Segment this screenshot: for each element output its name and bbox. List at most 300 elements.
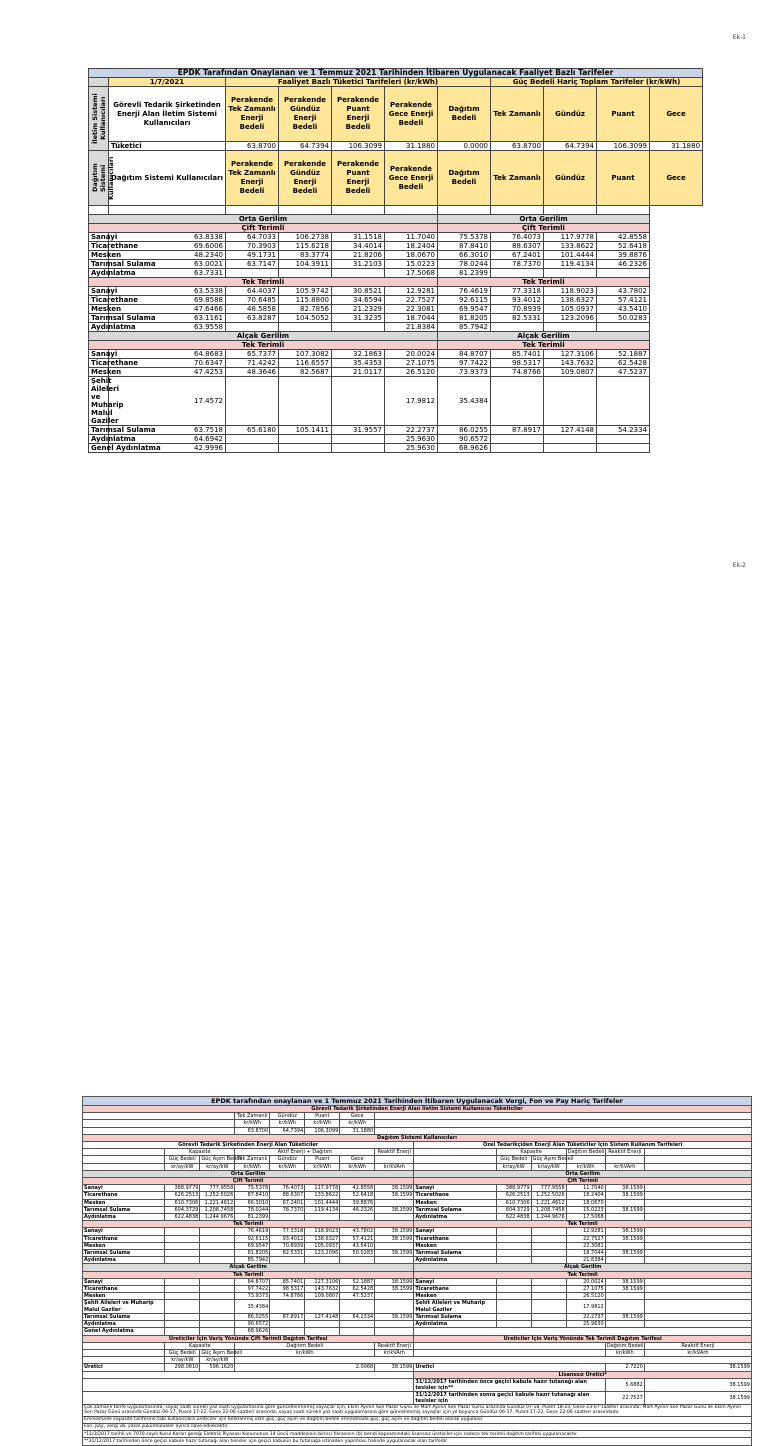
cell: 123.2096 [305, 1250, 340, 1257]
table-row [83, 1156, 752, 1163]
table-row [83, 1149, 752, 1156]
row-label: Tarımsal Sulama [414, 1206, 496, 1213]
cell [605, 1257, 644, 1264]
cell: 109.0807 [305, 1293, 340, 1300]
cell: 32.1863 [332, 350, 385, 359]
col-header: Dağıtım Bedeli [235, 1342, 375, 1349]
cell [200, 1321, 235, 1328]
note-row [83, 1416, 752, 1423]
cell: 31.3235 [332, 314, 385, 323]
page-label: Ek-2 [732, 562, 746, 569]
cell: 87.8917 [270, 1313, 305, 1320]
cell [200, 1286, 235, 1293]
cell: 127.4148 [544, 426, 597, 435]
table-row [89, 359, 703, 368]
cell: 71.4242 [226, 359, 279, 368]
cell [531, 1235, 566, 1242]
cell [200, 1300, 235, 1313]
cell: 38.1599 [375, 1192, 414, 1199]
cell: 62.5428 [340, 1286, 375, 1293]
cell [605, 1300, 644, 1313]
cell: 298.0810 [165, 1364, 200, 1371]
cell [496, 1257, 531, 1264]
cell: 17.9812 [566, 1300, 605, 1313]
cell: 34.4014 [332, 242, 385, 251]
row-label: Mesken [414, 1242, 496, 1249]
cell: 127.4148 [305, 1313, 340, 1320]
cell: 74.8766 [491, 368, 544, 377]
cell [305, 1300, 340, 1313]
iletim-header: Görevli Tedarik Şirketinden Enerji Alan İletim Sistemi Kullanıcıları [109, 87, 226, 142]
row-label: Mesken [83, 1242, 165, 1249]
col-header: Gündüz [270, 1113, 305, 1120]
cell: 119.4134 [544, 260, 597, 269]
col-header: Tek Zamanlı [491, 151, 544, 206]
footnote: Çok zamanlı tarife uygulamasında; sayaç saati sürekli yaz saati uygulamasına göre güncellenmemiş sayaçlar için, Ekim Ayının Son Pazar Günü ile Mart Ayının Son Pazar Günü arasında Gündüz 07-18, Puant 18-23, Gece 23-07 saatleri arasında; Mart Ayının Son Pazar Günü ile Ekim Ayının Son Pazar Günü arasında Gündüz 06-17, Puant 17-22, Gece 22-06 saatleri arasında; sayaç saati sürekli yaz saati uygulamasına göre güncellenmiş sayaçlar için yıl boyunca Gündüz 06-17, Puant 17-22, Gece 22-06 saatleri arasındadır. [83, 1404, 752, 1416]
section-label: Tek Terimli [83, 1221, 414, 1228]
table-row [83, 1257, 752, 1264]
cell: 64.7394 [544, 142, 597, 151]
cell: 65.7377 [226, 350, 279, 359]
unit: kr/kVArh [375, 1163, 414, 1170]
cell: 18.2404 [385, 242, 438, 251]
cell: 20.0024 [385, 350, 438, 359]
cell: 22.3081 [566, 1242, 605, 1249]
group-header-activity: Faaliyet Bazlı Tüketici Tarifeleri (kr/kWh) [226, 78, 491, 87]
col-header: Tek Zamanlı [235, 1113, 270, 1120]
table-row [89, 251, 703, 260]
cell: 21.8206 [332, 251, 385, 260]
cell: 77.3318 [270, 1228, 305, 1235]
cell: 82.5687 [279, 368, 332, 377]
cell: 101.4444 [305, 1199, 340, 1206]
cell: 27.1075 [385, 359, 438, 368]
cell: 81.8205 [235, 1250, 270, 1257]
row-label: Ticarethane [83, 1192, 165, 1199]
cell [279, 444, 332, 453]
cell: 22.2737 [566, 1313, 605, 1320]
unit: kr/kWh [340, 1163, 375, 1170]
row-label: Aydınlatma [414, 1321, 496, 1328]
cell: 127.3106 [544, 350, 597, 359]
cell [340, 1257, 375, 1264]
spacer [644, 1214, 751, 1221]
cell: 18.0670 [385, 251, 438, 260]
cell: 78.7370 [491, 260, 544, 269]
cell: 78.0244 [438, 260, 491, 269]
cell: 38.1599 [644, 1364, 751, 1371]
cell: 604.3729 [165, 1206, 200, 1213]
spacer [279, 206, 332, 215]
spacer [83, 1391, 414, 1404]
row-label: Sanayi [89, 350, 109, 359]
section-label: Alçak Gerilim [414, 1264, 752, 1271]
cell [375, 1293, 414, 1300]
cell: 70.6485 [226, 296, 279, 305]
cell: 63.8700 [226, 142, 279, 151]
row-label: Şehit Aileleri ve Muharip Malul Gaziler [83, 1300, 165, 1313]
cell: 15.0223 [566, 1206, 605, 1213]
cell: 63.1161 [109, 314, 226, 323]
table-row [89, 242, 703, 251]
cell: 90.6572 [235, 1321, 270, 1328]
date-cell: 1/7/2021 [109, 78, 226, 87]
table-row [83, 1113, 752, 1120]
unit: kr/ay/kW [165, 1357, 200, 1364]
table-row [83, 1391, 752, 1404]
row-label: Aydınlatma [83, 1257, 165, 1264]
cell: 76.4073 [491, 233, 544, 242]
table-row [83, 1328, 752, 1335]
cell: 70.8939 [270, 1242, 305, 1249]
section-label: Çift Terimli [83, 1178, 414, 1185]
cell: 143.7632 [305, 1286, 340, 1293]
cell: 70.6347 [109, 359, 226, 368]
cell [597, 269, 650, 278]
section-row [83, 1178, 752, 1185]
cell [305, 1214, 340, 1221]
cell: 86.0255 [438, 426, 491, 435]
unit: kr/kWh [270, 1120, 305, 1127]
cell: 63.8338 [109, 233, 226, 242]
page-label: Ek-1 [732, 34, 746, 41]
col-header: Güç Aşım Bedeli [201, 1156, 243, 1163]
table-row [83, 1199, 752, 1206]
section-row [89, 224, 703, 233]
cell: 38.1599 [605, 1286, 644, 1293]
cell [200, 1242, 235, 1249]
cell: 81.8205 [438, 314, 491, 323]
col-header: Güç Aşım Bedeli [201, 1349, 243, 1356]
cell: 106.2738 [279, 233, 332, 242]
spacer-row [89, 206, 703, 215]
cell: 21.2329 [332, 305, 385, 314]
row-label: Üretici [414, 1364, 605, 1371]
cell [605, 1199, 644, 1206]
table-row [89, 287, 703, 296]
cell: 143.7632 [544, 359, 597, 368]
cell: 626.2513 [496, 1192, 531, 1199]
table-row [89, 377, 703, 426]
cell: 21.8384 [385, 323, 438, 332]
row-label: Şehit Aileleri ve Muharip Malul Gaziler [89, 377, 109, 426]
table-row [89, 314, 703, 323]
cell [597, 435, 650, 444]
cell [226, 323, 279, 332]
cell: 1,244.9676 [200, 1214, 235, 1221]
section-label: Tek Terimli [438, 278, 650, 287]
cell: 70.8939 [491, 305, 544, 314]
spacer [109, 206, 226, 215]
cell: 75.5378 [235, 1185, 270, 1192]
cell [279, 269, 332, 278]
row-label: Tarımsal Sulama [414, 1313, 496, 1320]
cell: 622.4838 [165, 1214, 200, 1221]
table-row [83, 1278, 752, 1285]
unit: kr/ay/kW [531, 1163, 566, 1170]
cell: 31.1880 [650, 142, 703, 151]
section-label: Tek Terimli [414, 1271, 752, 1278]
cell [200, 1235, 235, 1242]
section-label: Üreticiler İçin Veriş Yönünde Çift Terimli Dağıtım Tarifesi [83, 1335, 414, 1342]
row-label: Tüketici [109, 142, 226, 151]
table-row [89, 323, 703, 332]
cell [332, 435, 385, 444]
spacer [644, 1235, 751, 1242]
table-row [83, 1163, 752, 1170]
section-row [83, 1106, 752, 1113]
cell: 62.5428 [597, 359, 650, 368]
table-row [89, 269, 703, 278]
footnote: Emreamade kapasite tarifesine tabi kullanıcılara üreticiler için belirlenmiş olan güç, güç aşım ve dağıtım bedeli emreamade güç, güç aşım ve dağıtım bedeli olarak uygulanır. [83, 1416, 752, 1423]
cell: 42.8558 [340, 1185, 375, 1192]
cell: 27.1075 [566, 1286, 605, 1293]
cell: 138.6327 [305, 1235, 340, 1242]
cell [270, 1328, 305, 1335]
cell: 38.1599 [375, 1228, 414, 1235]
cell [531, 1286, 566, 1293]
row-label: Tarımsal Sulama [414, 1250, 496, 1257]
col-header: Gündüz [544, 87, 597, 142]
cell: 38.1599 [375, 1235, 414, 1242]
cell [544, 269, 597, 278]
cell: 88.6307 [491, 242, 544, 251]
row-label: Tarımsal Sulama [89, 260, 109, 269]
spacer [644, 1192, 751, 1199]
row-label: Tarımsal Sulama [89, 314, 109, 323]
spacer [644, 1321, 751, 1328]
row-label: Sanayi [83, 1278, 165, 1285]
cell: 81.2399 [235, 1214, 270, 1221]
spacer [644, 1149, 751, 1156]
spacer [385, 206, 438, 215]
cell [605, 1293, 644, 1300]
cell: 66.3010 [438, 251, 491, 260]
unit: kr/kWh [235, 1163, 270, 1170]
cell [340, 1328, 375, 1335]
cell: 0.0000 [438, 142, 491, 151]
col-header: Reaktif Enerji [605, 1149, 644, 1156]
cell: 622.4838 [496, 1214, 531, 1221]
vertical-label-iletim: İletim Sistemi Kullanıcıları [89, 87, 109, 151]
table-row [83, 1235, 752, 1242]
cell: 85.7942 [438, 323, 491, 332]
cell: 78.7370 [270, 1206, 305, 1213]
cell: 69.8588 [109, 296, 226, 305]
spacer [644, 1242, 751, 1249]
spacer [83, 1378, 414, 1391]
cell: 31.2103 [332, 260, 385, 269]
row-label: Tarımsal Sulama [83, 1206, 165, 1213]
cell: 76.4073 [270, 1185, 305, 1192]
cell: 64.6942 [109, 435, 226, 444]
cell: 106.3099 [332, 142, 385, 151]
cell [165, 1278, 200, 1285]
section-label: Çift Terimli [438, 224, 650, 233]
cell: 63.9558 [109, 323, 226, 332]
cell [375, 1199, 414, 1206]
row-label: Aydınlatma [414, 1257, 496, 1264]
row-label: Mesken [83, 1293, 165, 1300]
cell: 47.5237 [597, 368, 650, 377]
cell [200, 1257, 235, 1264]
cell: 1,244.9676 [531, 1214, 566, 1221]
spacer [414, 1156, 496, 1163]
cell [165, 1257, 200, 1264]
col-header: Reaktif Enerji [644, 1342, 751, 1349]
spacer [83, 1120, 235, 1127]
spacer [83, 1357, 165, 1364]
cell: 48.2340 [109, 251, 226, 260]
cell [340, 1300, 375, 1313]
unit: kr/ay/kW [200, 1357, 235, 1364]
row-label: Tarımsal Sulama [89, 426, 109, 435]
cell [496, 1313, 531, 1320]
row-label: Ticarethane [414, 1192, 496, 1199]
cell: 388.9779 [165, 1185, 200, 1192]
unit: kr/ay/kW [200, 1163, 235, 1170]
cell: 133.8622 [305, 1192, 340, 1199]
cell: 26.5120 [385, 368, 438, 377]
cell: 81.2399 [438, 269, 491, 278]
cell: 87.8410 [438, 242, 491, 251]
cell: 117.9778 [305, 1185, 340, 1192]
spacer [644, 1163, 751, 1170]
cell [165, 1321, 200, 1328]
cell: 35.4353 [332, 359, 385, 368]
cell: 73.9373 [438, 368, 491, 377]
section-label: Çift Terimli [414, 1178, 752, 1185]
section-label: Dağıtım Sistemi Kullanıcıları [83, 1134, 752, 1141]
spacer [375, 1156, 414, 1163]
row-label: Aydınlatma [89, 269, 109, 278]
table-row [89, 444, 703, 453]
cell [375, 1257, 414, 1264]
cell: 101.4444 [544, 251, 597, 260]
cell: 115.6218 [279, 242, 332, 251]
cell: 596.1620 [200, 1364, 235, 1371]
cell: 1,221.4612 [531, 1199, 566, 1206]
cell [200, 1293, 235, 1300]
spacer [235, 1357, 752, 1364]
note-row [83, 1424, 752, 1431]
cell: 46.2326 [597, 260, 650, 269]
spacer [644, 1228, 751, 1235]
cell: 76.4619 [438, 287, 491, 296]
cell: 64.7394 [270, 1127, 305, 1134]
table-row [89, 368, 703, 377]
spacer [644, 1278, 751, 1285]
table-row [83, 1228, 752, 1235]
cell [531, 1228, 566, 1235]
cell [496, 1250, 531, 1257]
group-header: Görevli Tedarik Şirketinden Enerji Alan Tüketiciler [83, 1142, 414, 1149]
cell [226, 435, 279, 444]
cell: 85.7942 [235, 1257, 270, 1264]
cell: 38.1599 [375, 1185, 414, 1192]
row-label: Ticarethane [414, 1286, 496, 1293]
section-row [83, 1170, 752, 1177]
cell: 74.8766 [270, 1293, 305, 1300]
cell: 68.9626 [438, 444, 491, 453]
cell: 67.2401 [270, 1199, 305, 1206]
table-row [83, 1192, 752, 1199]
cell: 118.9023 [544, 287, 597, 296]
cell: 25.9630 [566, 1321, 605, 1328]
row-label: Üretici [83, 1364, 165, 1371]
row-label: Genel Aydınlatma [89, 444, 109, 453]
cell: 52.1887 [597, 350, 650, 359]
cell: 57.4121 [340, 1235, 375, 1242]
col-header: Puant [597, 151, 650, 206]
cell [270, 1214, 305, 1221]
cell: 42.8558 [597, 233, 650, 242]
row-label: Mesken [83, 1199, 165, 1206]
row-label: Genel Aydınlatma [83, 1328, 165, 1335]
spacer [644, 1257, 751, 1264]
table-row [83, 1242, 752, 1249]
spacer [414, 1328, 752, 1335]
cell: 22.7527 [605, 1391, 644, 1404]
col-header: Güç Bedeli [496, 1156, 531, 1163]
title-row [83, 1097, 752, 1106]
cell [496, 1278, 531, 1285]
cell: 65.6180 [226, 426, 279, 435]
col-header: Puant [597, 87, 650, 142]
cell: 90.6572 [438, 435, 491, 444]
cell [165, 1235, 200, 1242]
cell: 105.0937 [544, 305, 597, 314]
table-row [89, 435, 703, 444]
cell [491, 377, 544, 426]
cell: 38.1599 [375, 1206, 414, 1213]
spacer [332, 206, 385, 215]
cell [279, 323, 332, 332]
col-header: Tek Zamanlı [235, 1156, 270, 1163]
cell: 63.8700 [235, 1127, 270, 1134]
row-label: 31/12/2017 tarihinden önce geçici kabule hazır tutanağı alan tesisler için** [414, 1378, 605, 1391]
group-header: Özel Tedarikçiden Enerji Alan Tüketiciler İçin Sistem Kullanım Tarifeleri [414, 1142, 752, 1149]
cell: 22.3081 [385, 305, 438, 314]
cell: 84.8707 [438, 350, 491, 359]
spacer [226, 206, 279, 215]
section-row [89, 332, 703, 341]
group-header-total: Güç Bedeli Hariç Toplam Tarifeler (kr/kWh) [491, 78, 703, 87]
cell: 38.1599 [644, 1391, 751, 1404]
table-row [83, 1293, 752, 1300]
spacer [414, 1163, 496, 1170]
cell: 38.1599 [375, 1278, 414, 1285]
spacer [83, 1342, 165, 1349]
cell: 93.4012 [270, 1235, 305, 1242]
col-header: Perakende Gece Enerji Bedeli [385, 151, 438, 206]
col-header: Perakende Tek Zamanlı Enerji Bedeli [226, 87, 279, 142]
col-header: Dağıtım Bedeli [567, 1149, 605, 1156]
col-header: Güç Bedeli [165, 1349, 200, 1356]
col-header: Dağıtım Bedeli [606, 1342, 644, 1349]
section-label: Tek Terimli [89, 341, 438, 350]
table-row [83, 1378, 752, 1391]
cell: 106.3099 [597, 142, 650, 151]
cell [305, 1328, 340, 1335]
cell: 47.4253 [109, 368, 226, 377]
row-label: Mesken [414, 1199, 496, 1206]
cell: 22.7527 [566, 1235, 605, 1242]
cell [496, 1228, 531, 1235]
cell [531, 1242, 566, 1249]
cell: 119.4134 [305, 1206, 340, 1213]
cell [375, 1214, 414, 1221]
